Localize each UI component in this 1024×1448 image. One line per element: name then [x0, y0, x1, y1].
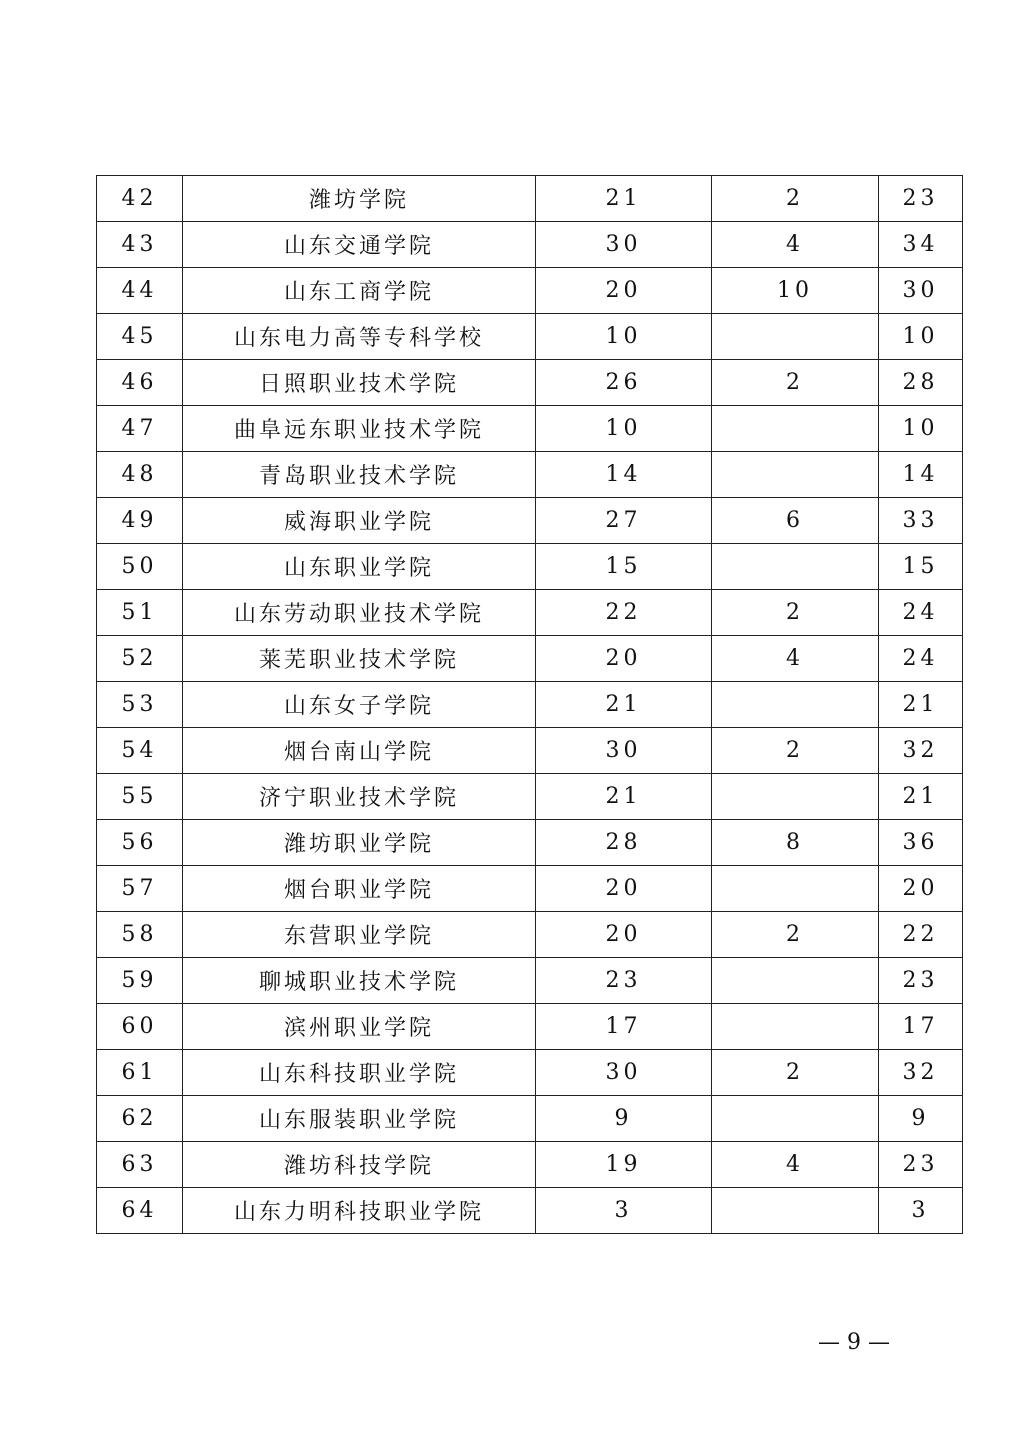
- count-cell-a: 20: [536, 866, 712, 912]
- total-cell: 10: [879, 314, 963, 360]
- table-row: [97, 1050, 963, 1096]
- table-row: [97, 1096, 963, 1142]
- count-cell-b: [712, 1004, 879, 1050]
- total-cell: 28: [879, 360, 963, 406]
- row-index-cell: 56: [97, 820, 183, 866]
- count-cell-a: 9: [536, 1096, 712, 1142]
- table-row: [97, 222, 963, 268]
- row-index-cell: 51: [97, 590, 183, 636]
- row-index-cell: 47: [97, 406, 183, 452]
- row-index-cell: 44: [97, 268, 183, 314]
- count-cell-a: 26: [536, 360, 712, 406]
- school-name-cell: 山东女子学院: [183, 682, 536, 728]
- count-cell-b: 2: [712, 1050, 879, 1096]
- school-name-cell: 烟台职业学院: [183, 866, 536, 912]
- total-cell: 23: [879, 1142, 963, 1188]
- school-name-cell: 山东科技职业学院: [183, 1050, 536, 1096]
- count-cell-b: [712, 958, 879, 1004]
- count-cell-b: [712, 1188, 879, 1234]
- total-cell: 32: [879, 728, 963, 774]
- count-cell-a: 10: [536, 314, 712, 360]
- row-index-cell: 63: [97, 1142, 183, 1188]
- row-index-cell: 64: [97, 1188, 183, 1234]
- count-cell-a: 10: [536, 406, 712, 452]
- school-name-cell: 烟台南山学院: [183, 728, 536, 774]
- count-cell-b: [712, 774, 879, 820]
- row-index-cell: 45: [97, 314, 183, 360]
- count-cell-b: [712, 1096, 879, 1142]
- total-cell: 17: [879, 1004, 963, 1050]
- count-cell-a: 20: [536, 636, 712, 682]
- total-cell: 32: [879, 1050, 963, 1096]
- table-row: [97, 590, 963, 636]
- row-index-cell: 54: [97, 728, 183, 774]
- table-row: [97, 728, 963, 774]
- count-cell-a: 27: [536, 498, 712, 544]
- count-cell-b: 2: [712, 912, 879, 958]
- count-cell-a: 3: [536, 1188, 712, 1234]
- count-cell-b: 6: [712, 498, 879, 544]
- total-cell: 34: [879, 222, 963, 268]
- count-cell-b: 2: [712, 176, 879, 222]
- count-cell-a: 17: [536, 1004, 712, 1050]
- count-cell-a: 22: [536, 590, 712, 636]
- school-name-cell: 山东职业学院: [183, 544, 536, 590]
- total-cell: 30: [879, 268, 963, 314]
- school-name-cell: 山东交通学院: [183, 222, 536, 268]
- count-cell-a: 23: [536, 958, 712, 1004]
- table-row: [97, 1188, 963, 1234]
- count-cell-b: 8: [712, 820, 879, 866]
- total-cell: 22: [879, 912, 963, 958]
- table-row: [97, 1142, 963, 1188]
- count-cell-b: 4: [712, 1142, 879, 1188]
- total-cell: 21: [879, 682, 963, 728]
- total-cell: 33: [879, 498, 963, 544]
- row-index-cell: 60: [97, 1004, 183, 1050]
- table-row: [97, 268, 963, 314]
- total-cell: 24: [879, 636, 963, 682]
- count-cell-a: 20: [536, 912, 712, 958]
- row-index-cell: 50: [97, 544, 183, 590]
- count-cell-a: 21: [536, 682, 712, 728]
- count-cell-b: [712, 452, 879, 498]
- table-row: [97, 774, 963, 820]
- table-row: [97, 912, 963, 958]
- row-index-cell: 55: [97, 774, 183, 820]
- count-cell-a: 30: [536, 1050, 712, 1096]
- page-number: — 9 —: [818, 1330, 890, 1355]
- school-name-cell: 聊城职业技术学院: [183, 958, 536, 1004]
- total-cell: 36: [879, 820, 963, 866]
- count-cell-a: 21: [536, 176, 712, 222]
- count-cell-b: 4: [712, 222, 879, 268]
- school-name-cell: 山东工商学院: [183, 268, 536, 314]
- count-cell-a: 15: [536, 544, 712, 590]
- allocation-table: [96, 175, 963, 1234]
- count-cell-b: 2: [712, 360, 879, 406]
- count-cell-b: [712, 682, 879, 728]
- row-index-cell: 57: [97, 866, 183, 912]
- table-row: [97, 1004, 963, 1050]
- school-name-cell: 山东服装职业学院: [183, 1096, 536, 1142]
- total-cell: 23: [879, 958, 963, 1004]
- count-cell-b: 4: [712, 636, 879, 682]
- total-cell: 10: [879, 406, 963, 452]
- total-cell: 9: [879, 1096, 963, 1142]
- school-name-cell: 滨州职业学院: [183, 1004, 536, 1050]
- row-index-cell: 43: [97, 222, 183, 268]
- count-cell-a: 30: [536, 728, 712, 774]
- table-row: [97, 176, 963, 222]
- total-cell: 14: [879, 452, 963, 498]
- table-row: [97, 820, 963, 866]
- table-body: [97, 176, 963, 1234]
- table-row: [97, 866, 963, 912]
- row-index-cell: 58: [97, 912, 183, 958]
- school-name-cell: 山东力明科技职业学院: [183, 1188, 536, 1234]
- table-row: [97, 636, 963, 682]
- table-row: [97, 544, 963, 590]
- school-name-cell: 东营职业学院: [183, 912, 536, 958]
- school-name-cell: 莱芜职业技术学院: [183, 636, 536, 682]
- row-index-cell: 46: [97, 360, 183, 406]
- school-name-cell: 济宁职业技术学院: [183, 774, 536, 820]
- table-row: [97, 958, 963, 1004]
- table-row: [97, 452, 963, 498]
- school-name-cell: 山东电力高等专科学校: [183, 314, 536, 360]
- school-name-cell: 日照职业技术学院: [183, 360, 536, 406]
- row-index-cell: 42: [97, 176, 183, 222]
- school-name-cell: 潍坊科技学院: [183, 1142, 536, 1188]
- row-index-cell: 49: [97, 498, 183, 544]
- row-index-cell: 48: [97, 452, 183, 498]
- school-name-cell: 青岛职业技术学院: [183, 452, 536, 498]
- row-index-cell: 61: [97, 1050, 183, 1096]
- count-cell-a: 28: [536, 820, 712, 866]
- table-row: [97, 682, 963, 728]
- total-cell: 20: [879, 866, 963, 912]
- total-cell: 21: [879, 774, 963, 820]
- school-name-cell: 威海职业学院: [183, 498, 536, 544]
- row-index-cell: 53: [97, 682, 183, 728]
- count-cell-b: 2: [712, 728, 879, 774]
- total-cell: 24: [879, 590, 963, 636]
- table-row: [97, 360, 963, 406]
- count-cell-a: 21: [536, 774, 712, 820]
- row-index-cell: 59: [97, 958, 183, 1004]
- school-name-cell: 潍坊职业学院: [183, 820, 536, 866]
- count-cell-b: [712, 406, 879, 452]
- school-name-cell: 曲阜远东职业技术学院: [183, 406, 536, 452]
- total-cell: 3: [879, 1188, 963, 1234]
- table-row: [97, 498, 963, 544]
- table-row: [97, 406, 963, 452]
- row-index-cell: 62: [97, 1096, 183, 1142]
- count-cell-b: 2: [712, 590, 879, 636]
- row-index-cell: 52: [97, 636, 183, 682]
- count-cell-b: [712, 544, 879, 590]
- count-cell-b: [712, 314, 879, 360]
- count-cell-a: 30: [536, 222, 712, 268]
- school-name-cell: 山东劳动职业技术学院: [183, 590, 536, 636]
- count-cell-a: 19: [536, 1142, 712, 1188]
- table-row: [97, 314, 963, 360]
- count-cell-b: 10: [712, 268, 879, 314]
- total-cell: 23: [879, 176, 963, 222]
- total-cell: 15: [879, 544, 963, 590]
- count-cell-a: 20: [536, 268, 712, 314]
- count-cell-b: [712, 866, 879, 912]
- school-name-cell: 潍坊学院: [183, 176, 536, 222]
- count-cell-a: 14: [536, 452, 712, 498]
